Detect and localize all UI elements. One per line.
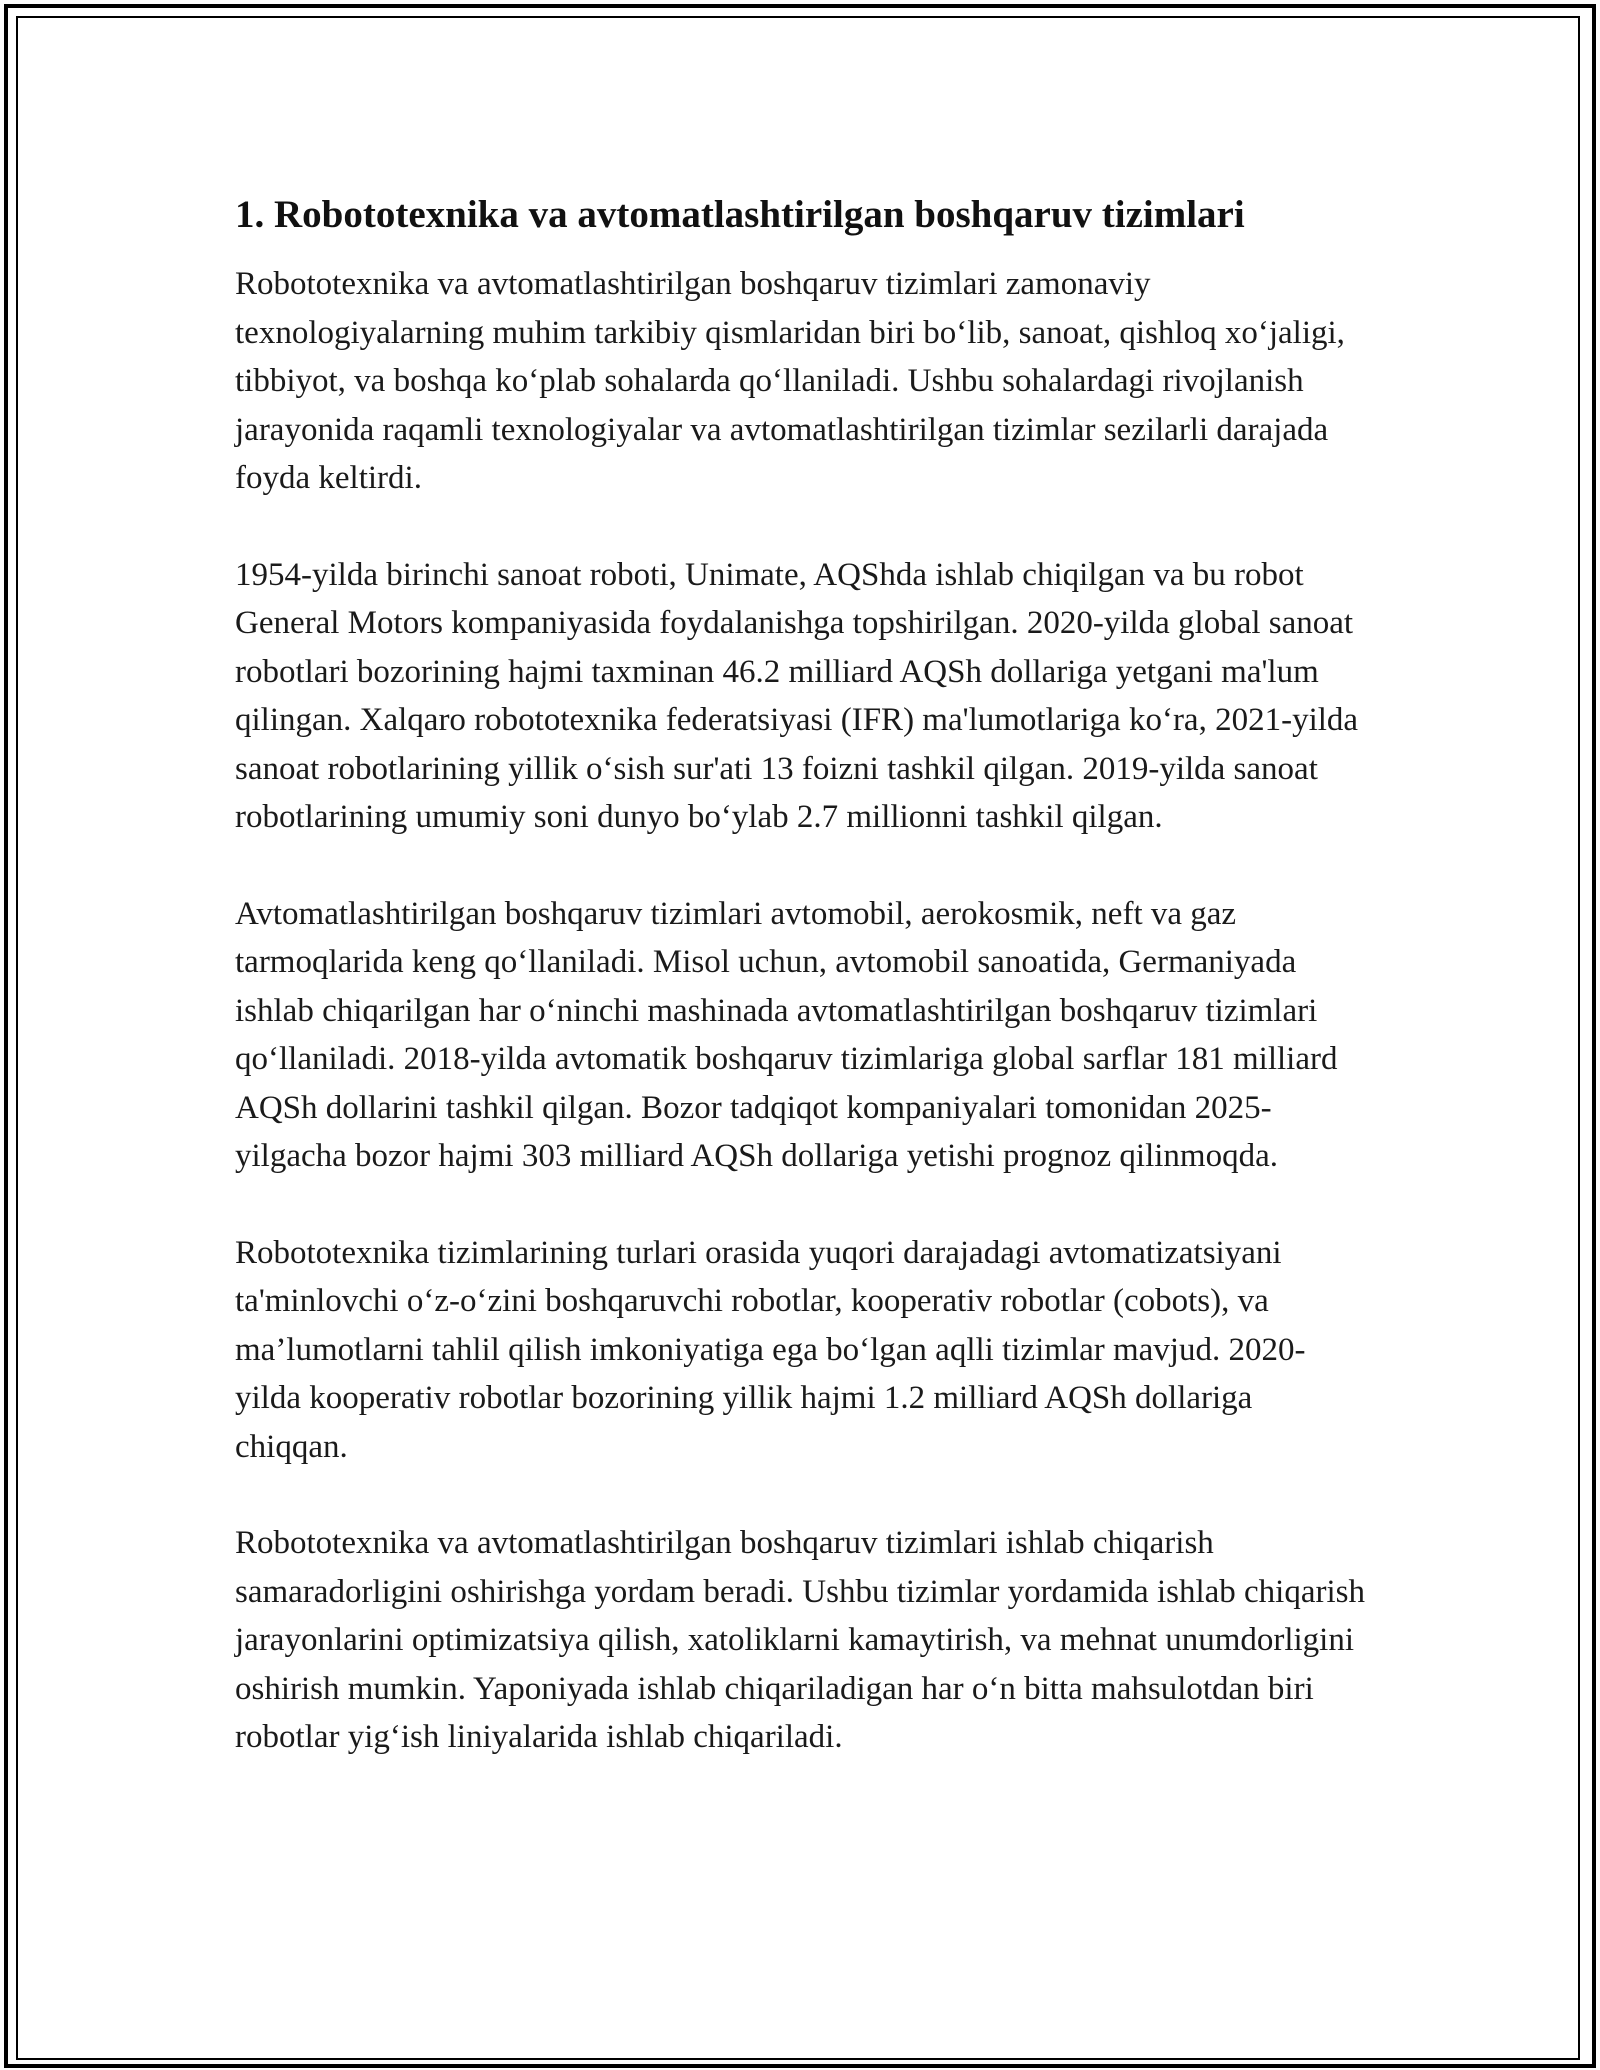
paragraph-automation: Avtomatlashtirilgan boshqaruv tizimlari avtomobil, aerokosmik, neft va gaz tarmoqlarida keng qo‘llaniladi. Misol uchun, avtomobil sanoatida, Germaniyada ishlab chiqarilgan har o‘ninchi mashinada avtomatlashtirilgan boshqaruv tizimlari qo‘llaniladi. 2018-yilda avtomatik boshqaruv tizimlariga global sarflar 181 milliard AQSh dollarini tashkil qilgan. Bozor tadqiqot kompaniyalari tomonidan 2025-yilgacha bozor hajmi 303 milliard AQSh dollariga yetishi prognoz qilinmoqda. <box>235 895 1338 1174</box>
paragraph-robot-types: Robototexnika tizimlarining turlari orasida yuqori darajadagi avtomatizatsiyani ta'minlovchi o‘z-o‘zini boshqaruvchi robotlar, kooperativ robotlar (cobots), va ma’lumotlarni tahlil qilish imkoniyatiga ega bo‘lgan aqlli tizimlar mavjud. 2020-yilda kooperativ robotlar bozorining yillik hajmi 1.2 milliard AQSh dollariga chiqqan. <box>235 1234 1306 1465</box>
paragraph-intro: Robototexnika va avtomatlashtirilgan boshqaruv tizimlari zamonaviy texnologiyalarning muhim tarkibiy qismlaridan biri bo‘lib, sanoat, qishloq xo‘jaligi, tibbiyot, va boshqa ko‘plab sohalarda qo‘llaniladi. Ushbu sohalardagi rivojlanish jarayonida raqamli texnologiyalar va avtomatlashtirilgan tizimlar sezilarli darajada foyda keltirdi. <box>235 266 1345 496</box>
document-body <box>235 186 1365 1810</box>
paragraph-efficiency: Robototexnika va avtomatlashtirilgan boshqaruv tizimlari ishlab chiqarish samaradorligini oshirishga yordam beradi. Ushbu tizimlar yordamida ishlab chiqarish jarayonlarini optimizatsiya qilish, xatoliklarni kamaytirish, va mehnat unumdorligini oshirish mumkin. Yaponiyada ishlab chiqariladigan har o‘n bitta mahsulotdan biri robotlar yig‘ish liniyalarida ishlab chiqariladi. <box>235 1525 1365 1755</box>
section-heading: 1. Robototexnika va avtomatlashtirilgan boshqaruv tizimlari <box>235 193 1245 236</box>
paragraph-history: 1954-yilda birinchi sanoat roboti, Unimate, AQShda ishlab chiqilgan va bu robot General Motors kompaniyasida foydalanishga topshirilgan. 2020-yilda global sanoat robotlari bozorining hajmi taxminan 46.2 milliard AQSh dollariga yetgani ma'lum qilingan. Xalqaro robototexnika federatsiyasi (IFR) ma'lumotlariga ko‘ra, 2021-yilda sanoat robotlarining yillik o‘sish sur'ati 13 foizni tashkil qilgan. 2019-yilda sanoat robotlarining umumiy soni dunyo bo‘ylab 2.7 millionni tashkil qilgan. <box>235 556 1359 835</box>
